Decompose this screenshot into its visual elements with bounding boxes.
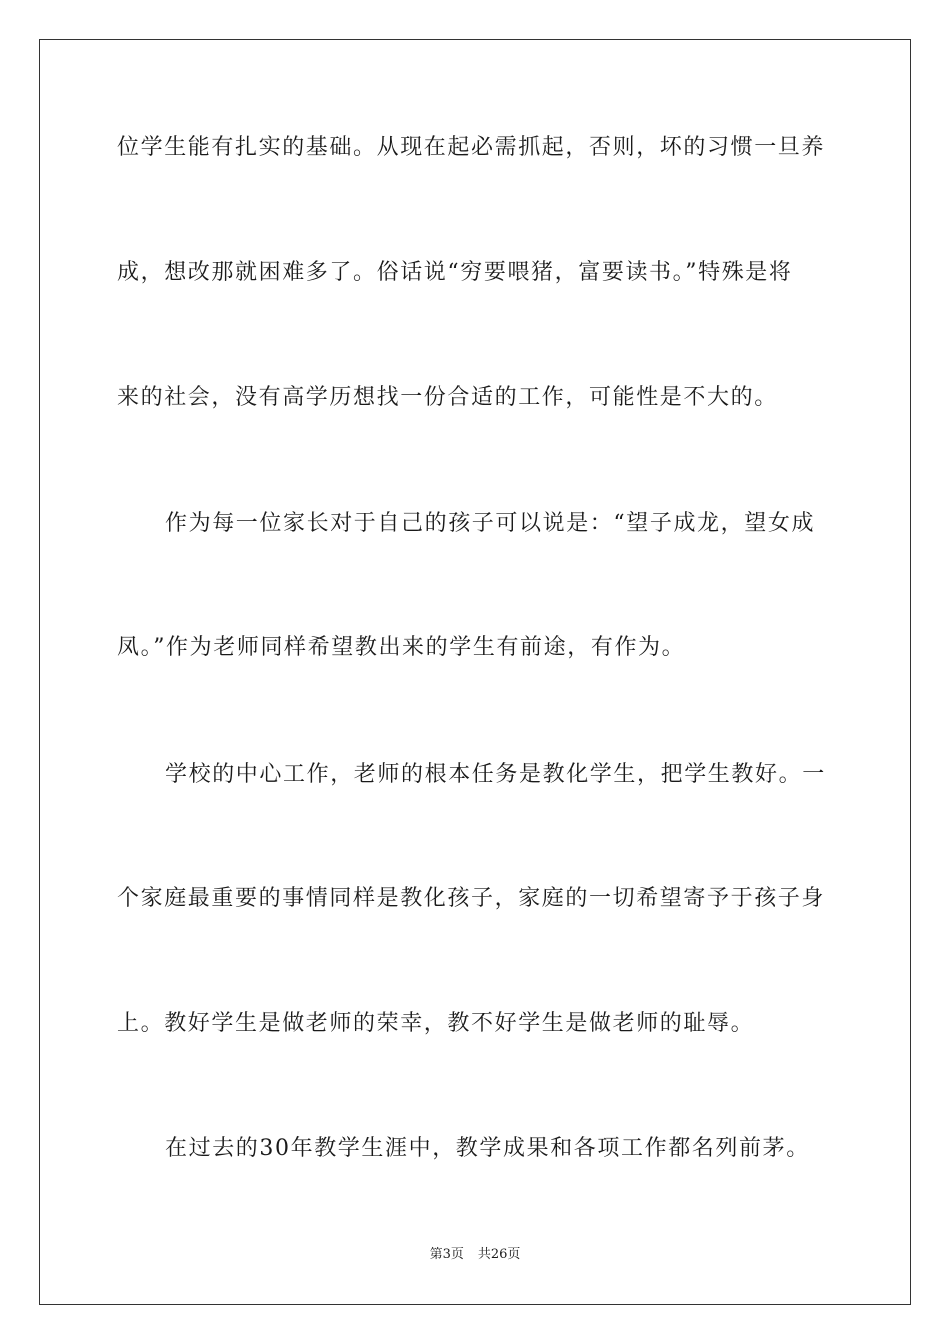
- page-footer: [0, 1246, 950, 1264]
- page-border: [39, 39, 911, 1305]
- text-line-9: 在过去的30年教学生涯中，教学成果和各项工作都名列前茅。: [165, 1136, 810, 1161]
- text-line-8: 上。教好学生是做老师的荣幸，教不好学生是做老师的耻辱。: [117, 1011, 755, 1036]
- text-line-5: 凤。”作为老师同样希望教出来的学生有前途，有作为。: [117, 635, 686, 660]
- page-total: 共26页: [477, 1247, 521, 1262]
- text-line-2: 成，想改那就困难多了。俗话说“穷要喂猪，富要读书。”特殊是将: [117, 260, 793, 285]
- text-line-7: 个家庭最重要的事情同样是教化孩子，家庭的一切希望寄予于孩子身: [117, 886, 826, 911]
- text-line-1: 位学生能有扎实的基础。从现在起必需抓起，否则，坏的习惯一旦养: [117, 135, 826, 160]
- text-line-3: 来的社会，没有高学历想找一份合适的工作，可能性是不大的。: [117, 385, 778, 410]
- page-number: 第3页: [429, 1247, 464, 1262]
- text-line-6: 学校的中心工作，老师的根本任务是教化学生，把学生教好。一: [165, 762, 826, 787]
- text-line-4: 作为每一位家长对于自己的孩子可以说是：“望子成龙，望女成: [165, 511, 816, 536]
